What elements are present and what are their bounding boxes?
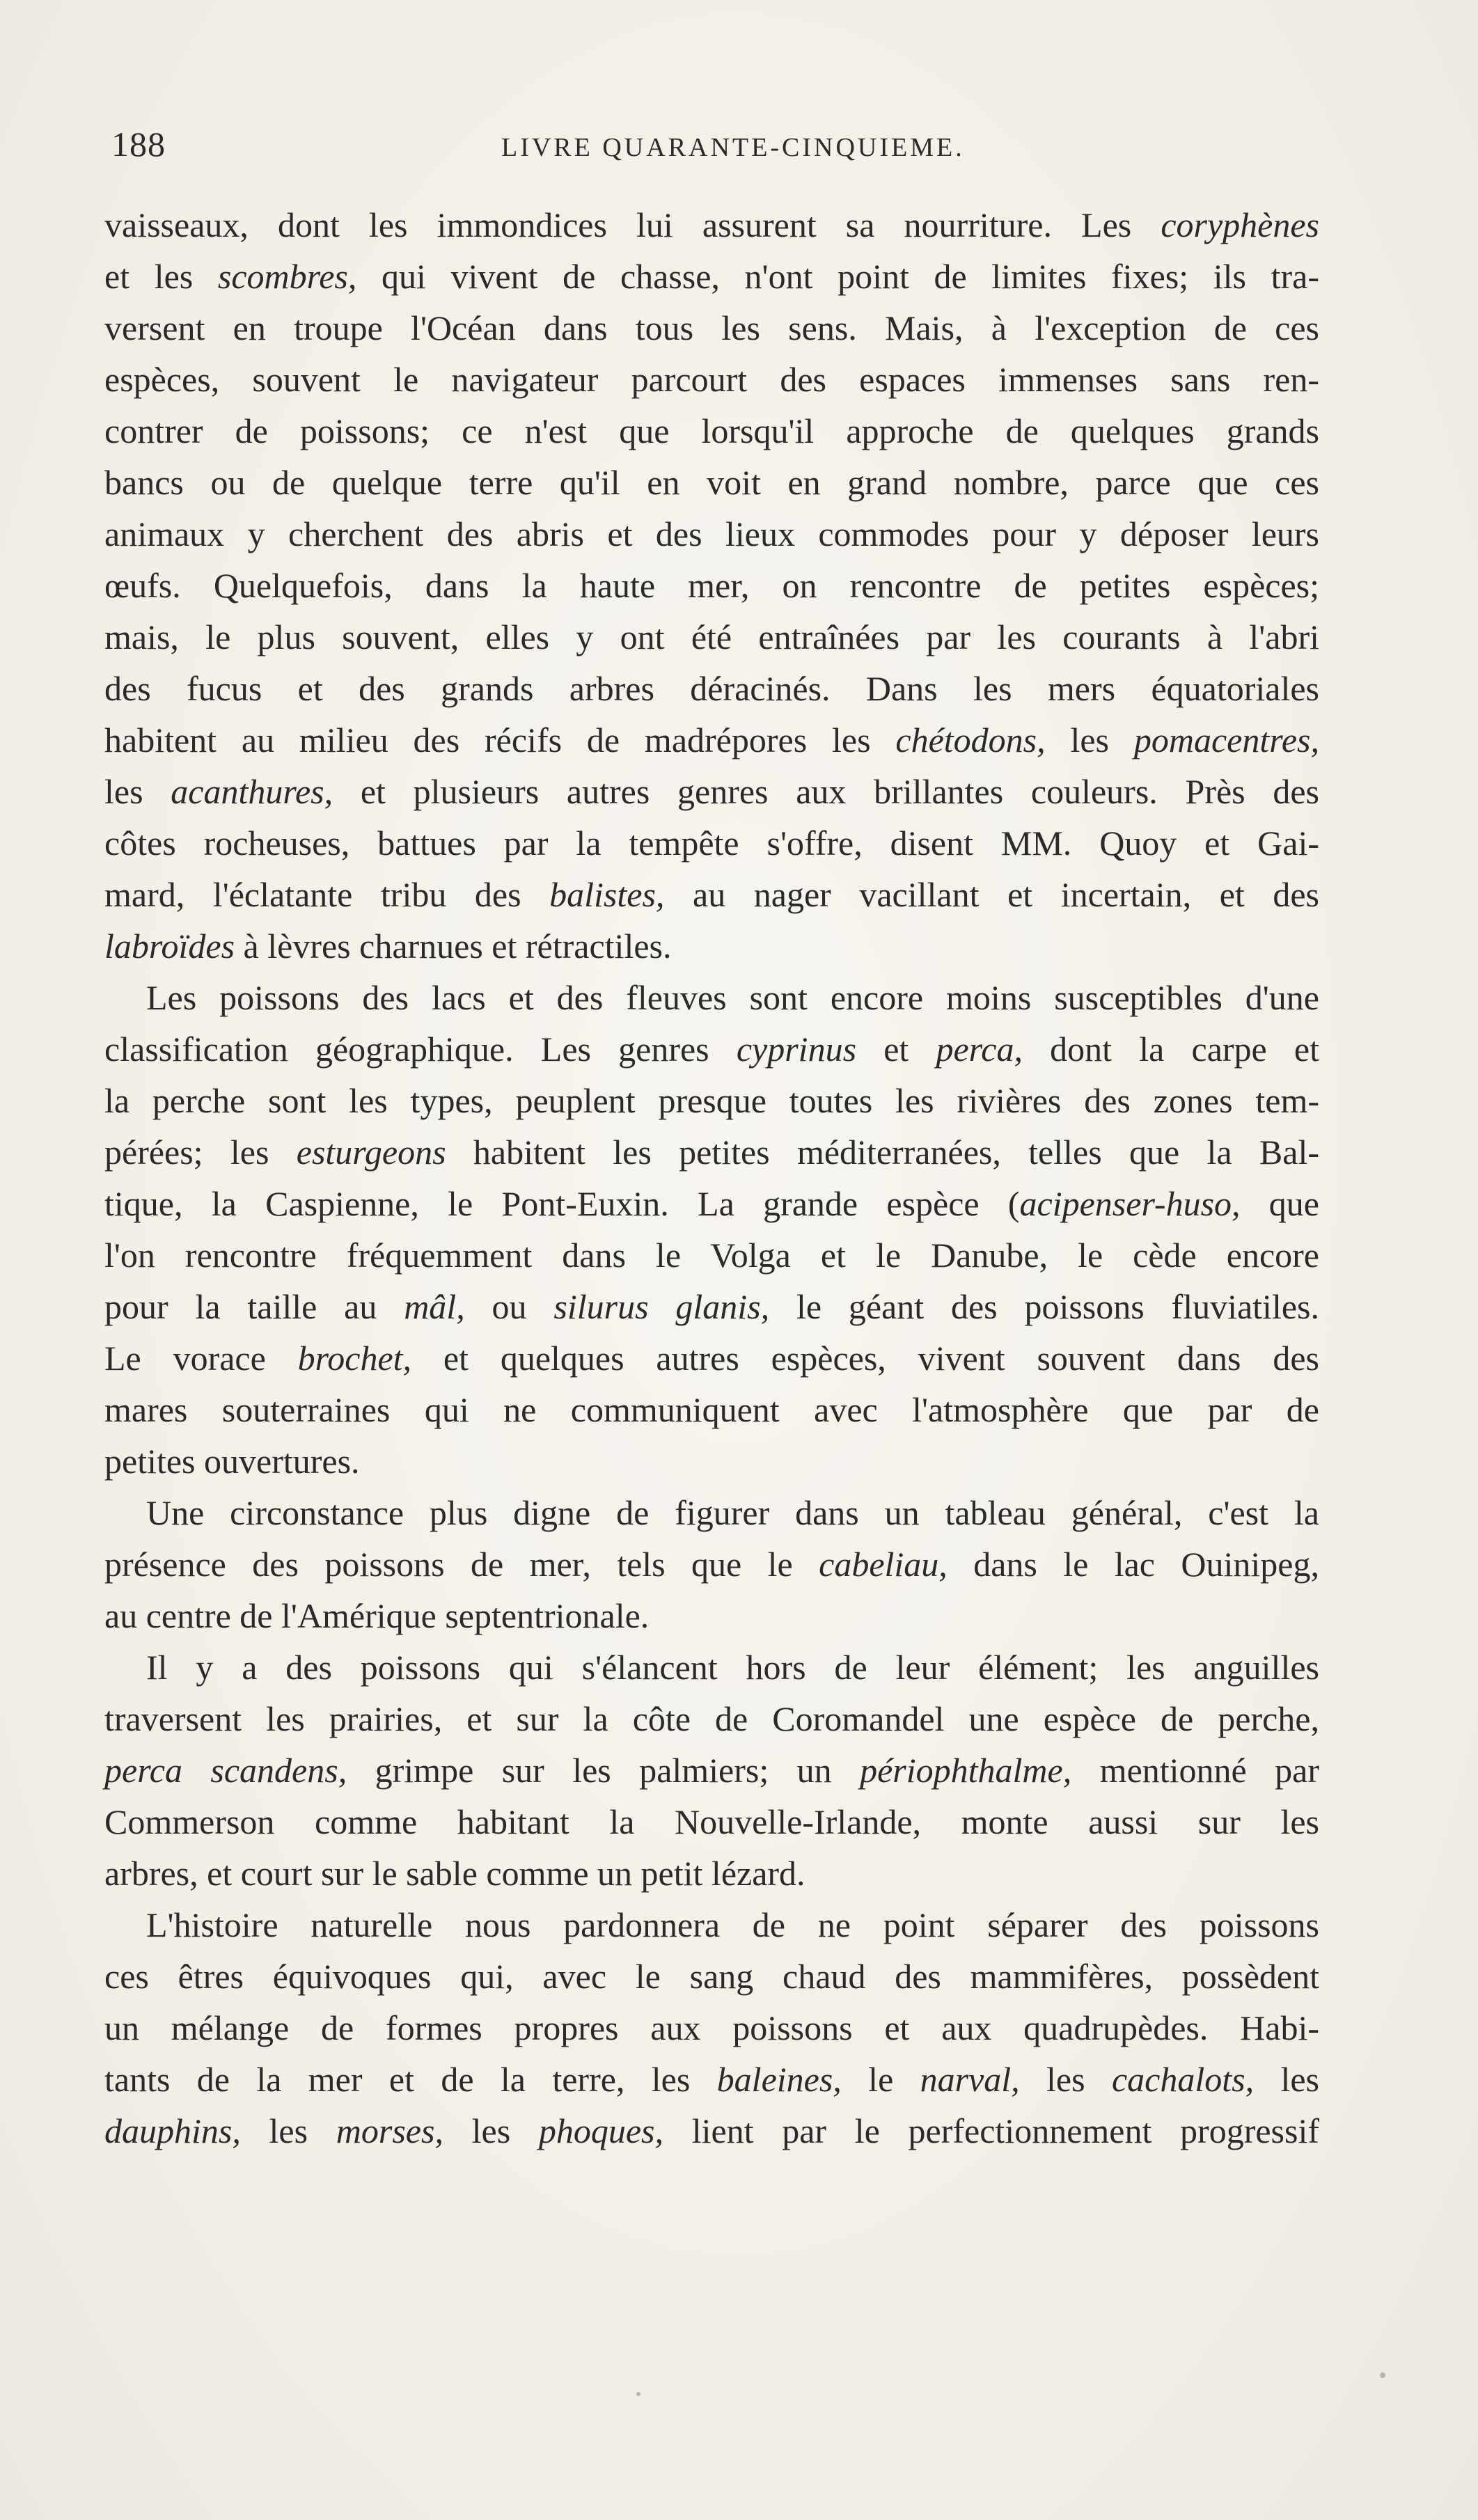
text-segment: le: [841, 2060, 920, 2099]
text-line: [104, 1435, 1319, 1487]
text-line: [104, 611, 1319, 663]
text-segment: ces êtres équivoques qui, avec le sang chaud des mammifères, possèdent: [104, 1957, 1319, 1996]
text-segment: qui vivent de chasse, n'ont point de limites fixes; ils tra-: [356, 257, 1319, 296]
text-segment: à lèvres charnues et rétractiles.: [235, 927, 672, 966]
text-segment: arbres, et court sur le sable comme un petit lézard.: [104, 1854, 805, 1893]
text-segment: traversent les prairies, et sur la côte de Coromandel une espèce de perche,: [104, 1699, 1319, 1738]
text-segment: Il y a des poissons qui s'élancent hors de leur élément; les anguilles: [146, 1648, 1319, 1687]
italic-term: labroïdes: [104, 927, 235, 966]
italic-term: narval,: [920, 2060, 1020, 2099]
print-speck: [1380, 2372, 1385, 2378]
text-line: [104, 2002, 1319, 2054]
text-segment: et les: [104, 257, 218, 296]
text-segment: côtes rocheuses, battues par la tempête s'offre, disent MM. Quoy et Gai-: [104, 824, 1319, 863]
text-line: [104, 457, 1319, 508]
text-segment: L'histoire naturelle nous pardonnera de ne point séparer des poissons: [146, 1905, 1319, 1944]
text-line: [104, 1899, 1319, 1951]
text-line: [104, 1487, 1319, 1538]
text-segment: Commerson comme habitant la Nouvelle-Irlande, monte aussi sur les: [104, 1802, 1319, 1841]
text-line: [104, 1745, 1319, 1796]
text-segment: Le vorace: [104, 1339, 298, 1378]
italic-term: brochet,: [297, 1339, 412, 1378]
text-line: [104, 714, 1319, 766]
text-segment: tants de la mer et de la terre, les: [104, 2060, 717, 2099]
text-segment: mais, le plus souvent, elles y ont été entraînées par les courants à l'abri: [104, 617, 1319, 656]
italic-term: cabeliau,: [819, 1545, 948, 1584]
text-line: [104, 920, 1319, 972]
italic-term: mâl,: [404, 1287, 465, 1326]
text-line: [104, 1848, 1319, 1899]
text-segment: classification géographique. Les genres: [104, 1030, 737, 1069]
text-segment: pérées; les: [104, 1133, 297, 1172]
italic-term: cyprinus: [736, 1030, 857, 1069]
text-line: [104, 560, 1319, 611]
text-segment: vaisseaux, dont les immondices lui assurent sa nourriture. Les: [104, 205, 1161, 244]
text-line: [104, 1641, 1319, 1693]
text-segment: l'on rencontre fréquemment dans le Volga et le Danube, le cède encore: [104, 1236, 1319, 1275]
italic-term: coryphènes: [1161, 205, 1319, 244]
italic-term: perca,: [936, 1030, 1023, 1069]
text-segment: Les poissons des lacs et des fleuves sont encore moins susceptibles d'une: [146, 978, 1319, 1017]
text-segment: dans le lac Ouinipeg,: [947, 1545, 1319, 1584]
text-line: [104, 1951, 1319, 2002]
italic-term: scombres,: [217, 257, 357, 296]
text-line: [104, 1538, 1319, 1590]
text-line: [104, 1590, 1319, 1641]
italic-term: dauphins,: [104, 2111, 241, 2150]
text-line: [104, 251, 1319, 302]
text-segment: bancs ou de quelque terre qu'il en voit en grand nombre, parce que ces: [104, 463, 1319, 502]
text-line: [104, 869, 1319, 920]
italic-term: chétodons,: [895, 720, 1046, 759]
text-line: [104, 1332, 1319, 1384]
text-line: [104, 2105, 1319, 2157]
text-line: [104, 1023, 1319, 1075]
text-segment: ou: [464, 1287, 554, 1326]
text-line: [104, 766, 1319, 817]
italic-term: silurus glanis,: [553, 1287, 770, 1326]
text-segment: habitent au milieu des récifs de madrépores les: [104, 720, 896, 759]
text-segment: lient par le perfectionnement progressif: [663, 2111, 1319, 2150]
text-segment: mard, l'éclatante tribu des: [104, 875, 550, 914]
text-segment: œufs. Quelquefois, dans la haute mer, on rencontre de petites espèces;: [104, 566, 1319, 605]
text-segment: Une circonstance plus digne de figurer dans un tableau général, c'est la: [146, 1493, 1319, 1532]
italic-term: phoques,: [538, 2111, 664, 2150]
body-text: [104, 199, 1319, 2157]
text-segment: pour la taille au: [104, 1287, 404, 1326]
text-segment: habitent les petites méditerranées, telles que la Bal-: [446, 1133, 1319, 1172]
running-title: LIVRE QUARANTE-CINQUIEME.: [501, 133, 965, 162]
print-speck: [636, 2392, 640, 2396]
text-segment: la perche sont les types, peuplent presque toutes les rivières des zones tem-: [104, 1081, 1319, 1120]
text-line: [104, 199, 1319, 251]
text-segment: les: [443, 2111, 539, 2150]
text-segment: les: [1019, 2060, 1112, 2099]
text-segment: grimpe sur les palmiers; un: [347, 1751, 860, 1790]
italic-term: morses,: [336, 2111, 443, 2150]
italic-term: baleines,: [716, 2060, 842, 2099]
italic-term: esturgeons: [296, 1133, 446, 1172]
text-segment: un mélange de formes propres aux poissons et aux quadrupèdes. Habi-: [104, 2008, 1319, 2047]
text-line: [104, 2054, 1319, 2105]
page-number: 188: [111, 125, 166, 164]
text-segment: les: [104, 772, 171, 811]
text-line: [104, 405, 1319, 457]
italic-term: perca scandens,: [104, 1751, 347, 1790]
text-segment: les: [1254, 2060, 1319, 2099]
text-segment: au nager vacillant et incertain, et des: [664, 875, 1320, 914]
italic-term: pomacentres,: [1133, 720, 1319, 759]
text-segment: et plusieurs autres genres aux brillantes couleurs. Près des: [333, 772, 1319, 811]
text-segment: et quelques autres espèces, vivent souvent dans des: [411, 1339, 1319, 1378]
italic-term: acipenser-huso,: [1019, 1184, 1241, 1223]
text-segment: versent en troupe l'Océan dans tous les sens. Mais, à l'exception de ces: [104, 308, 1319, 347]
text-segment: dont la carpe et: [1022, 1030, 1319, 1069]
text-line: [104, 1281, 1319, 1332]
text-line: [104, 1075, 1319, 1126]
text-segment: que: [1240, 1184, 1319, 1223]
text-line: [104, 508, 1319, 560]
text-segment: des fucus et des grands arbres déracinés. Dans les mers équatoriales: [104, 669, 1319, 708]
text-segment: mares souterraines qui ne communiquent avec l'atmosphère que par de: [104, 1390, 1319, 1429]
text-segment: au centre de l'Amérique septentrionale.: [104, 1596, 650, 1635]
text-line: [104, 817, 1319, 869]
italic-term: cachalots,: [1111, 2060, 1255, 2099]
text-segment: petites ouvertures.: [104, 1442, 360, 1481]
italic-term: périophthalme,: [860, 1751, 1072, 1790]
text-segment: tique, la Caspienne, le Pont-Euxin. La grande espèce (: [104, 1184, 1020, 1223]
text-line: [104, 1384, 1319, 1435]
text-segment: le géant des poissons fluviatiles.: [769, 1287, 1319, 1326]
italic-term: acanthures,: [171, 772, 333, 811]
text-segment: présence des poissons de mer, tels que le: [104, 1545, 819, 1584]
page-header: [111, 124, 1365, 173]
text-segment: espèces, souvent le navigateur parcourt des espaces immenses sans ren-: [104, 360, 1319, 399]
text-line: [104, 354, 1319, 405]
italic-term: balistes,: [549, 875, 665, 914]
text-segment: contrer de poissons; ce n'est que lorsqu'il approche de quelques grands: [104, 411, 1319, 450]
text-line: [104, 972, 1319, 1023]
text-line: [104, 1229, 1319, 1281]
text-line: [104, 302, 1319, 354]
text-line: [104, 1693, 1319, 1745]
text-line: [104, 1178, 1319, 1229]
text-line: [104, 1796, 1319, 1848]
text-segment: et: [856, 1030, 936, 1069]
text-line: [104, 663, 1319, 714]
text-segment: les: [1045, 720, 1134, 759]
text-segment: mentionné par: [1071, 1751, 1319, 1790]
text-segment: les: [240, 2111, 336, 2150]
text-segment: animaux y cherchent des abris et des lieux commodes pour y déposer leurs: [104, 514, 1319, 553]
text-line: [104, 1126, 1319, 1178]
